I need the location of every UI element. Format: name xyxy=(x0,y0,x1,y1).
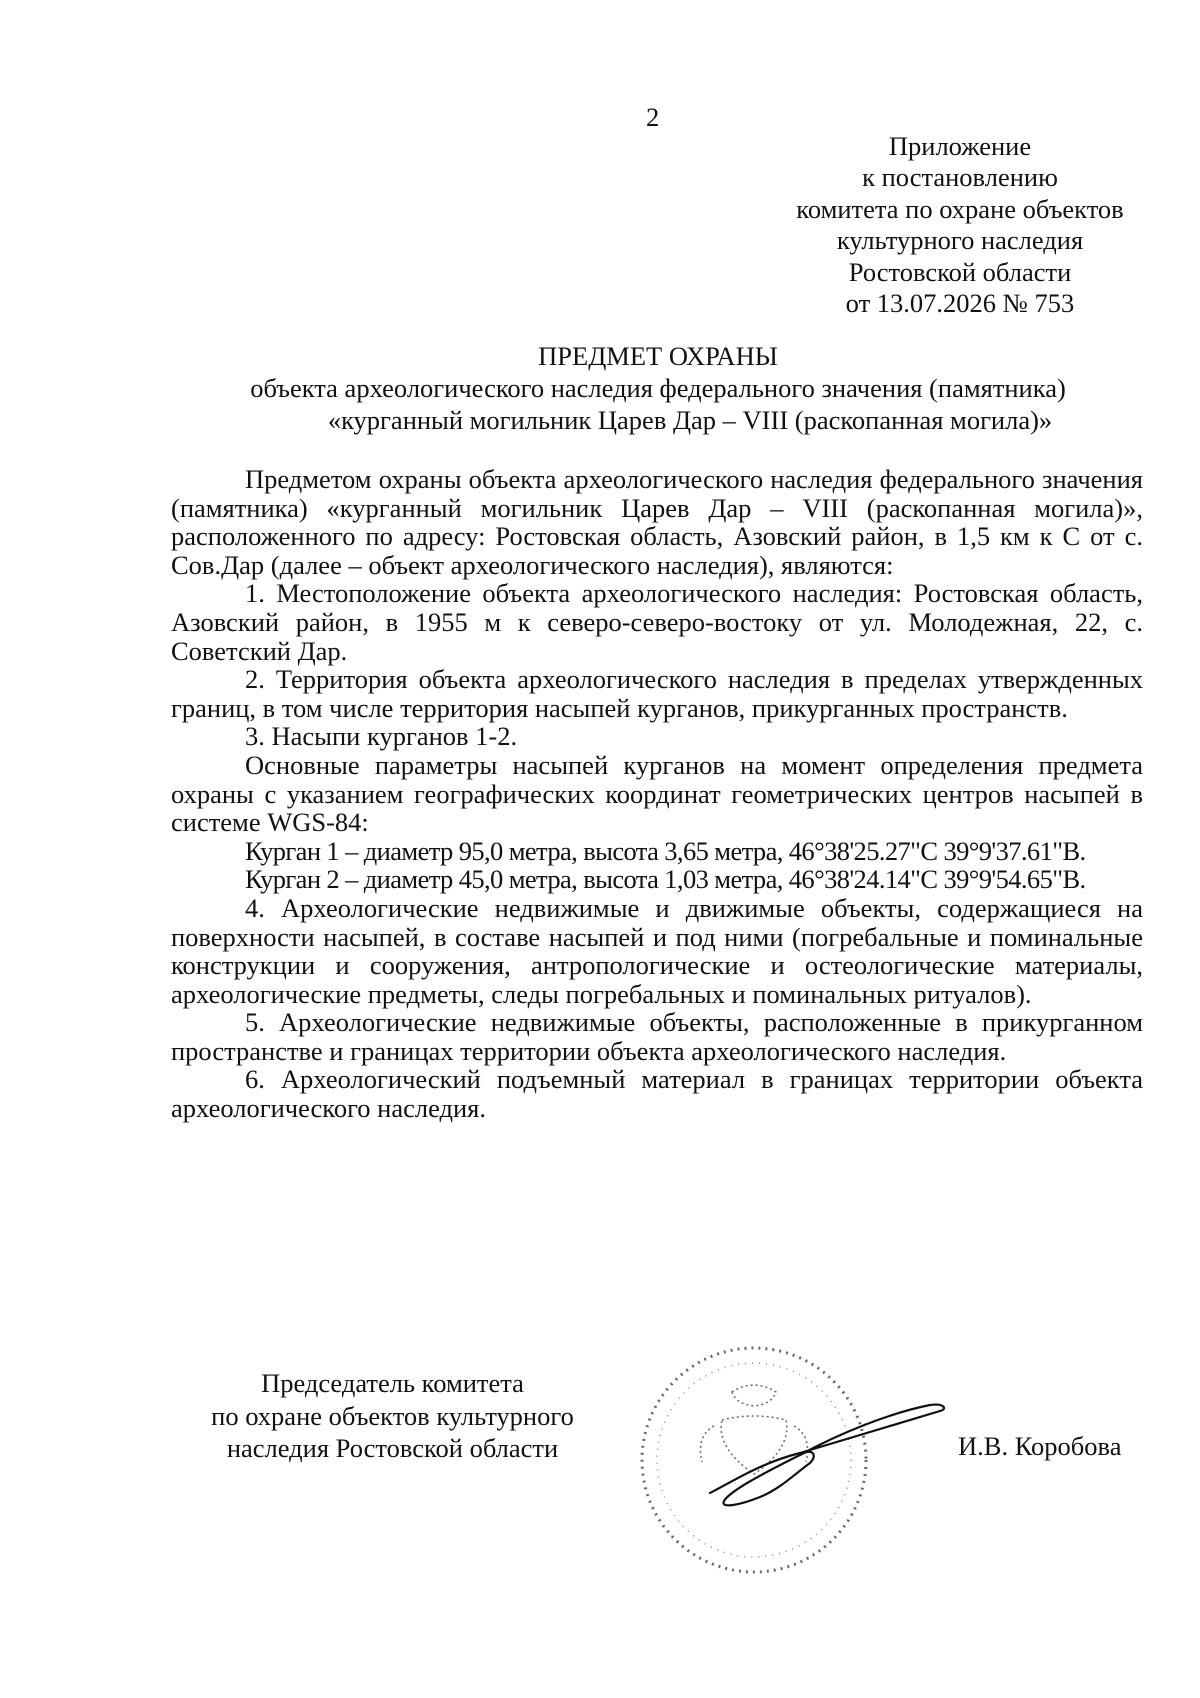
appendix-line: комитета по охране объектов xyxy=(796,193,1124,224)
item-location: 1. Местоположение объекта археологического наследия: Ростовская область, Азовский район, в 1955 м к северо-северо-востоку от ул. Молодежная, 22, с. Советский Дар. xyxy=(171,578,1143,666)
signatory-position-line: по охране объектов культурного xyxy=(211,1400,574,1431)
document-subtitle: объекта археологического наследия федерального значения (памятника) xyxy=(250,372,1066,403)
document-heading: ПРЕДМЕТ ОХРАНЫ xyxy=(538,341,778,371)
item-surface-material: 6. Археологический подъемный материал в границах территории объекта археологического наследия. xyxy=(171,1064,1143,1124)
item-archaeological-objects: 4. Археологические недвижимые и движимые объекты, содержащиеся на поверхности насыпей, в составе насыпей и под ними (погребальные и поминальные конструкции и сооружения, антропологические и остеологические материалы, археологические предметы, следы погребальных и поминальных ритуалов). xyxy=(171,892,1143,1009)
item-mounds: 3. Насыпи курганов 1-2. xyxy=(245,721,518,752)
appendix-header xyxy=(740,131,1180,319)
handwritten-signature xyxy=(700,1393,950,1513)
page-number: 2 xyxy=(646,102,660,132)
signatory-position-line: Председатель комитета xyxy=(261,1368,524,1398)
appendix-line: культурного наследия xyxy=(836,225,1084,256)
appendix-line: Приложение xyxy=(888,131,1032,161)
appendix-line: Ростовской области xyxy=(848,256,1072,287)
intro-paragraph: Предметом охраны объекта археологического наследия федерального значения (памятника) «курганный могильник Царев Дар – VIII (раскопанная могила)», расположенного по адресу: Ростовская область, Азовский район, в 1,5 км к С от с. Сов.Дар (далее – объект археологического наследия), являются: xyxy=(171,464,1143,580)
document-body xyxy=(171,465,1143,1123)
document-title-block xyxy=(170,341,1146,436)
signatory-position-line: наследия Ростовской области xyxy=(226,1433,559,1463)
mound-1-parameters: Курган 1 – диаметр 95,0 метра, высота 3,65 метра, 46°38'25.27"С 39°9'37.61"В. xyxy=(245,835,1086,866)
signatory-name: И.В. Коробова xyxy=(958,1431,1122,1461)
document-subtitle-object-name: «курганный могильник Царев Дар – VIII (раскопанная могила)» xyxy=(327,404,1053,435)
item-territory: 2. Территория объекта археологического наследия в пределах утвержденных границ, в том числе территория насыпей курганов, прикурганных пространств. xyxy=(171,664,1143,723)
mound-parameters-paragraph: Основные параметры насыпей курганов на момент определения предмета охраны с указанием географических координат геометрических центров насыпей в системе WGS-84: xyxy=(171,749,1143,838)
appendix-date-number: от 13.07.2026 № 753 xyxy=(845,288,1075,319)
appendix-line: к постановлению xyxy=(862,162,1058,193)
signatory-position xyxy=(170,1367,615,1465)
item-immovable-objects: 5. Археологические недвижимые объекты, расположенные в прикурганном пространстве и границах территории объекта археологического наследия. xyxy=(171,1007,1143,1066)
mound-2-parameters: Курган 2 – диаметр 45,0 метра, высота 1,03 метра, 46°38'24.14"С 39°9'54.65"В. xyxy=(245,864,1086,895)
